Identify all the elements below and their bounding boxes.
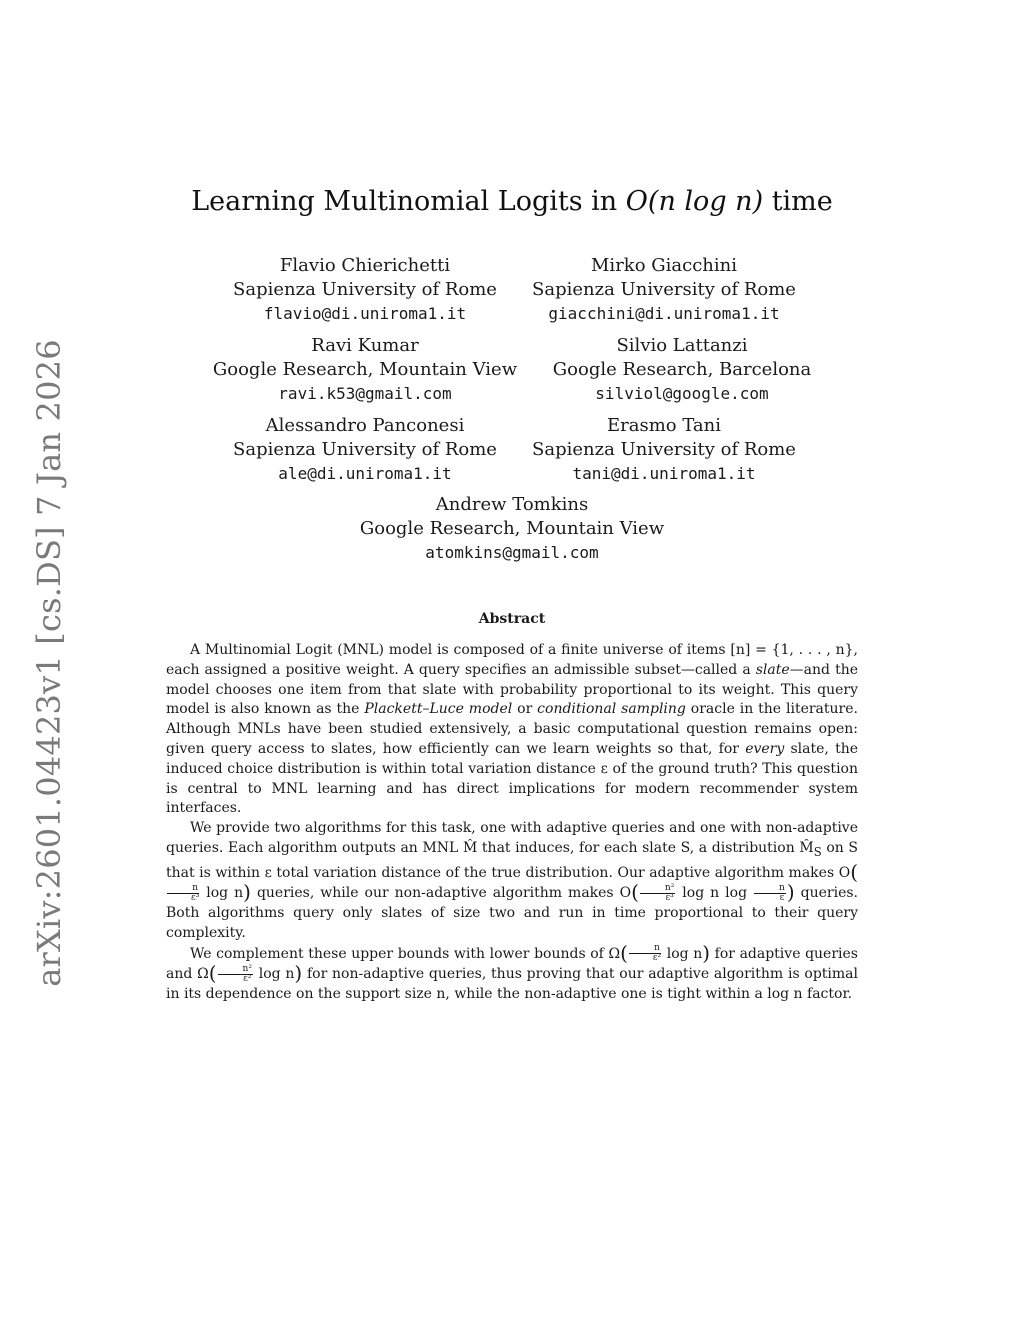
text-run: queries. Both algorithms query only slates of size two and run in time proportional to their query complexity.: [166, 885, 858, 941]
author-block: [215, 414, 515, 486]
paren-open: (: [620, 940, 628, 965]
paren-open: (: [631, 880, 639, 905]
author-name: Flavio Chierichetti: [279, 255, 451, 276]
author-name: Ravi Kumar: [311, 335, 419, 356]
text-run: log n: [662, 945, 703, 962]
arxiv-identifier-stamp: arXiv:2601.04423v1 [cs.DS] 7 Jan 2026: [30, 339, 68, 987]
paren-close: ): [243, 880, 251, 905]
author-name: Mirko Giacchini: [591, 255, 737, 276]
numerator: n: [754, 884, 786, 894]
author-affiliation: Google Research, Mountain View: [359, 518, 665, 539]
text-run: log n: [200, 885, 244, 902]
denominator: ε²: [243, 973, 252, 984]
author-block: [532, 334, 832, 406]
title-suffix: time: [763, 186, 833, 217]
author-email[interactable]: ravi.k53@gmail.com: [278, 384, 452, 403]
denominator: ε³: [191, 892, 200, 903]
denominator: ε²: [652, 952, 662, 963]
text-run: on S that is within ε total variation distance of the true distribution. Our adaptive algorithm makes O: [166, 839, 858, 881]
author-block: [205, 334, 525, 406]
author-block: [352, 493, 672, 565]
arxiv-sidebar: [14, 339, 84, 987]
denominator: ε³: [665, 892, 674, 903]
abstract-paragraph: [166, 641, 858, 819]
text-run: log n: [253, 966, 295, 983]
paren-close: ): [294, 961, 303, 986]
author-name: Andrew Tomkins: [435, 494, 589, 515]
author-affiliation: Google Research, Barcelona: [552, 359, 812, 380]
abstract-paragraph: [166, 940, 858, 1005]
paren-close: ): [786, 880, 795, 905]
emphasis: Plackett–Luce model: [364, 701, 513, 718]
numerator: n²: [218, 965, 253, 975]
text-run: We complement these upper bounds with lower bounds of Ω: [190, 945, 621, 962]
author-email[interactable]: giacchini@di.uniroma1.it: [548, 304, 780, 323]
paren-open: (: [850, 859, 858, 884]
author-name: Alessandro Panconesi: [265, 415, 465, 436]
text-run: for adaptive queries and Ω: [166, 945, 858, 983]
fraction: [754, 884, 786, 903]
author-block: [514, 414, 814, 486]
numerator: n: [167, 884, 199, 894]
author-affiliation: Sapienza University of Rome: [233, 279, 497, 300]
author-name: Silvio Lattanzi: [616, 335, 748, 356]
text-run: queries, while our non-adaptive algorithm makes O: [250, 885, 632, 902]
text-run: oracle in the literature. Although MNLs have been studied extensively, a basic computational question remains open: given query access to slates, how efficiently can we learn weights so that, for: [166, 701, 858, 757]
title-prefix: Learning Multinomial Logits in: [191, 186, 626, 217]
numerator: n²: [640, 884, 675, 894]
text-run: or: [512, 701, 538, 718]
text-run: —and the model chooses one item from that slate with probability proportional to its weight. This query model is also known as the: [166, 661, 858, 718]
author-email[interactable]: tani@di.uniroma1.it: [572, 464, 756, 483]
text-run: We provide two algorithms for this task, one with adaptive queries and one with non-adaptive queries. Each algorithm outputs an MNL M̂ that induces, for each slate S, a distribution M̂: [166, 820, 858, 856]
abstract-heading: Abstract: [478, 611, 546, 627]
paren-close: ): [702, 940, 711, 965]
title-complexity: O(n log n): [625, 186, 764, 217]
abstract-body: [166, 641, 858, 1005]
text-run: A Multinomial Logit (MNL) model is composed of a finite universe of items [n] = {1, . . . , n}, each assigned a positive weight. A query specifies an admissible subset—called a: [166, 642, 858, 678]
abstract-paragraph: [166, 819, 858, 943]
fraction: [218, 965, 253, 984]
fraction: [167, 884, 199, 903]
emphasis: slate: [755, 661, 790, 678]
emphasis: every: [745, 740, 785, 757]
math-subscript: S: [813, 844, 822, 859]
denominator: ε: [779, 892, 785, 903]
fraction: [640, 884, 675, 903]
author-block: [215, 254, 515, 326]
paren-open: (: [208, 961, 217, 986]
author-affiliation: Sapienza University of Rome: [532, 279, 796, 300]
fraction: [629, 944, 661, 963]
emphasis: conditional sampling: [537, 701, 686, 718]
numerator: n: [629, 944, 661, 954]
text-run: for non-adaptive queries, thus proving that our adaptive algorithm is optimal in its dependence on the support size n, while the non-adaptive one is tight within a log n factor.: [166, 966, 858, 1002]
text-run: log n log: [676, 885, 754, 902]
author-email[interactable]: flavio@di.uniroma1.it: [263, 304, 467, 323]
text-run: slate, the induced choice distribution is within total variation distance ε of the ground truth? This question is central to MNL learning and has direct implications for modern recommender system interfaces.: [166, 740, 858, 817]
author-email[interactable]: silviol@google.com: [595, 384, 769, 403]
author-affiliation: Sapienza University of Rome: [532, 439, 796, 460]
paper-title: [0, 182, 1024, 222]
author-block: [514, 254, 814, 326]
author-affiliation: Sapienza University of Rome: [233, 439, 497, 460]
author-email[interactable]: ale@di.uniroma1.it: [278, 464, 452, 483]
author-name: Erasmo Tani: [606, 415, 722, 436]
author-email[interactable]: atomkins@gmail.com: [425, 543, 599, 562]
author-affiliation: Google Research, Mountain View: [212, 359, 518, 380]
